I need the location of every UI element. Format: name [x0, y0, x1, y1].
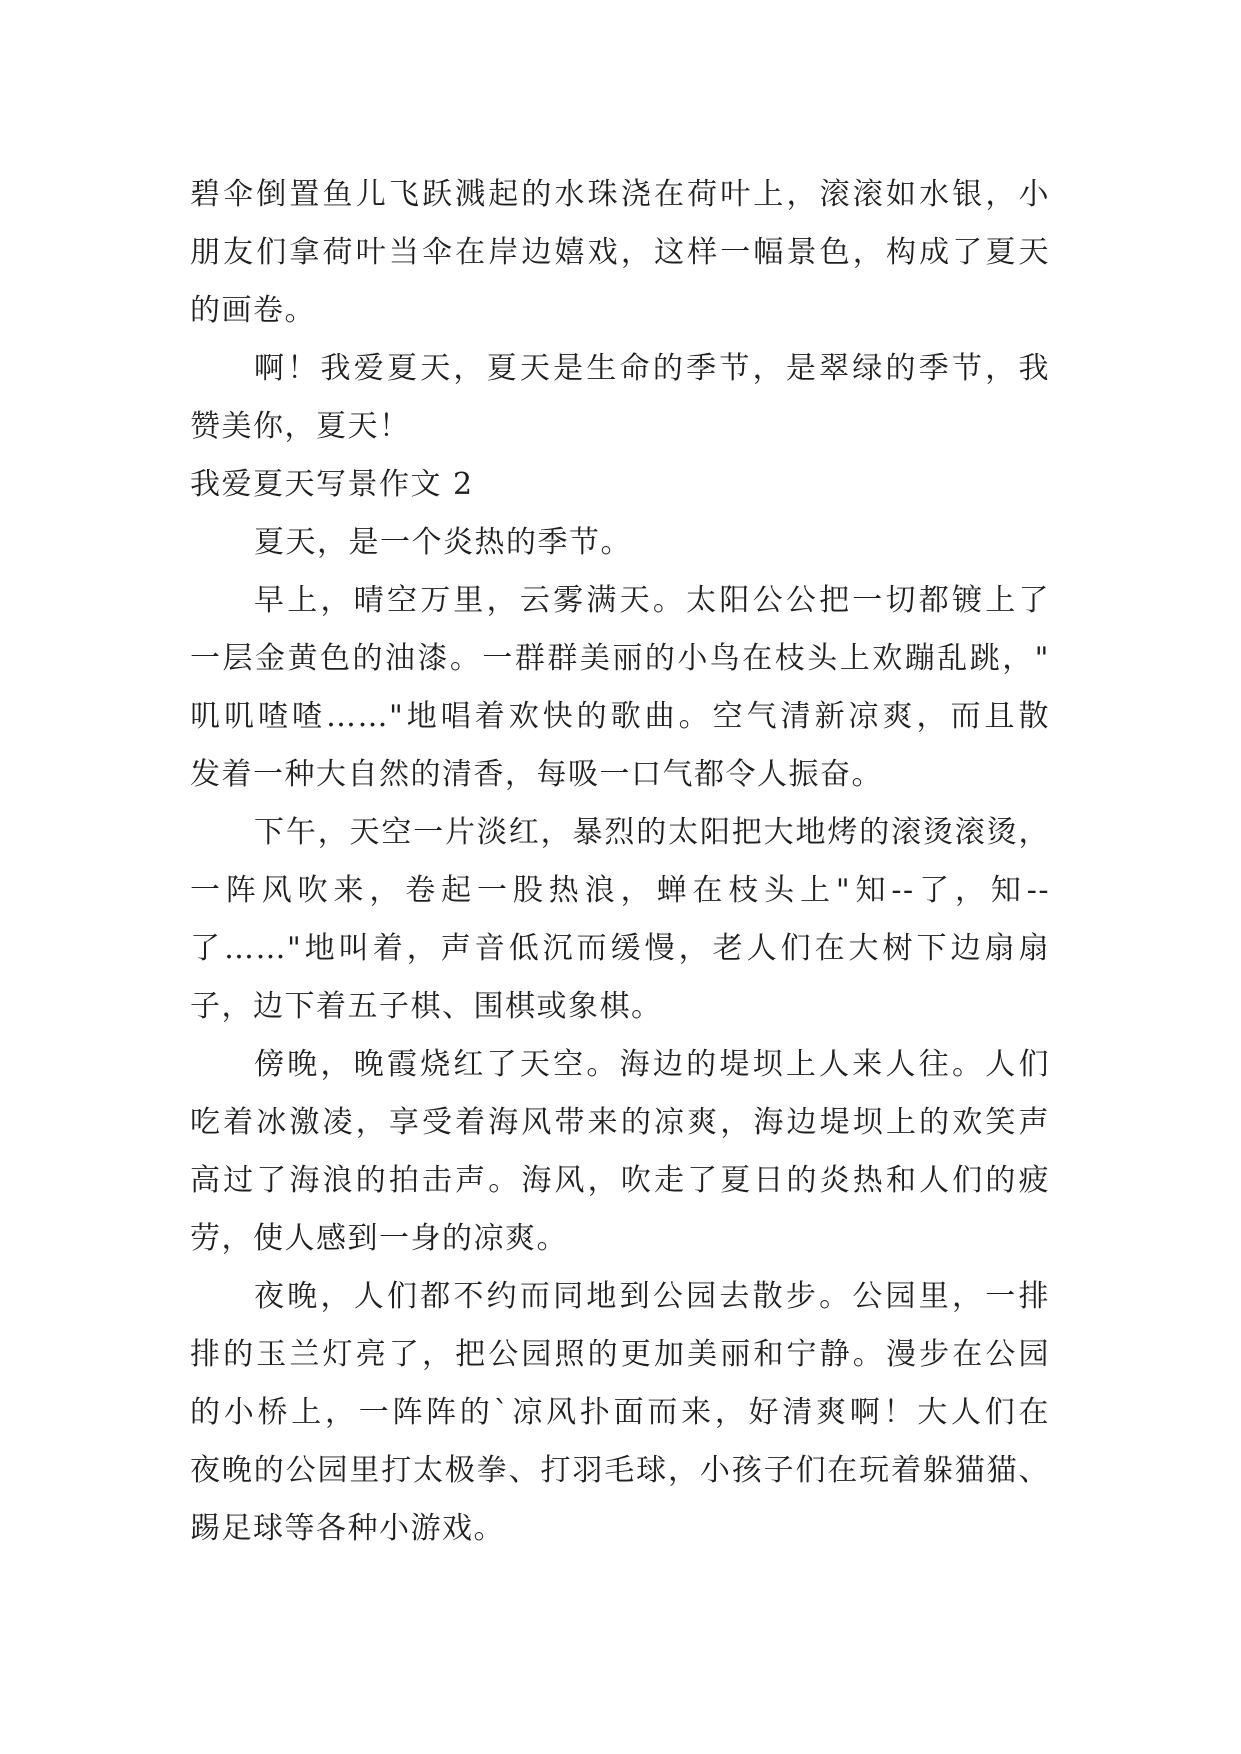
text-line: 一阵风吹来，卷起一股热浪，蝉在枝头上"知--了，知-- — [190, 873, 1050, 908]
text-line: 啊！我爱夏天，夏天是生命的季节，是翠绿的季节，我 — [254, 351, 1050, 386]
text-line: 下午，天空一片淡红，暴烈的太阳把大地烤的滚烫滚烫， — [254, 815, 1050, 850]
text-line: 叽叽喳喳……"地唱着欢快的歌曲。空气清新凉爽，而且散 — [190, 699, 1050, 734]
text-line: 高过了海浪的拍击声。海风，吹走了夏日的炎热和人们的疲 — [190, 1163, 1050, 1198]
text-line: 的小桥上，一阵阵的`凉风扑面而来，好清爽啊！大人们在 — [190, 1395, 1050, 1430]
text-line: 朋友们拿荷叶当伞在岸边嬉戏，这样一幅景色，构成了夏天 — [190, 235, 1050, 270]
text-line: 劳，使人感到一身的凉爽。 — [190, 1221, 568, 1256]
text-line: 碧伞倒置鱼儿飞跃溅起的水珠浇在荷叶上，滚滚如水银，小 — [190, 177, 1050, 212]
text-line: 踢足球等各种小游戏。 — [190, 1511, 505, 1546]
text-line: 夜晚的公园里打太极拳、打羽毛球，小孩子们在玩着躲猫猫、 — [190, 1453, 1050, 1488]
text-line: 傍晚，晚霞烧红了天空。海边的堤坝上人来人往。人们 — [254, 1047, 1050, 1082]
text-line: 早上，晴空万里，云雾满天。太阳公公把一切都镀上了 — [254, 583, 1050, 618]
text-line: 一层金黄色的油漆。一群群美丽的小鸟在枝头上欢蹦乱跳，" — [190, 641, 1050, 676]
text-line: 排的玉兰灯亮了，把公园照的更加美丽和宁静。漫步在公园 — [190, 1337, 1050, 1372]
document-body — [190, 166, 1050, 1558]
text-line: 的画卷。 — [190, 293, 316, 328]
section-title: 我爱夏天写景作文 2 — [190, 467, 474, 502]
text-line: 吃着冰激凌，享受着海风带来的凉爽，海边堤坝上的欢笑声 — [190, 1105, 1050, 1140]
text-line: 夏天，是一个炎热的季节。 — [254, 525, 632, 560]
text-line: 夜晚，人们都不约而同地到公园去散步。公园里，一排 — [254, 1279, 1050, 1314]
text-line: 发着一种大自然的清香，每吸一口气都令人振奋。 — [190, 757, 883, 792]
text-line: 了……"地叫着，声音低沉而缓慢，老人们在大树下边扇扇 — [190, 931, 1050, 966]
text-line: 子，边下着五子棋、围棋或象棋。 — [190, 989, 663, 1024]
text-line: 赞美你，夏天！ — [190, 409, 411, 444]
